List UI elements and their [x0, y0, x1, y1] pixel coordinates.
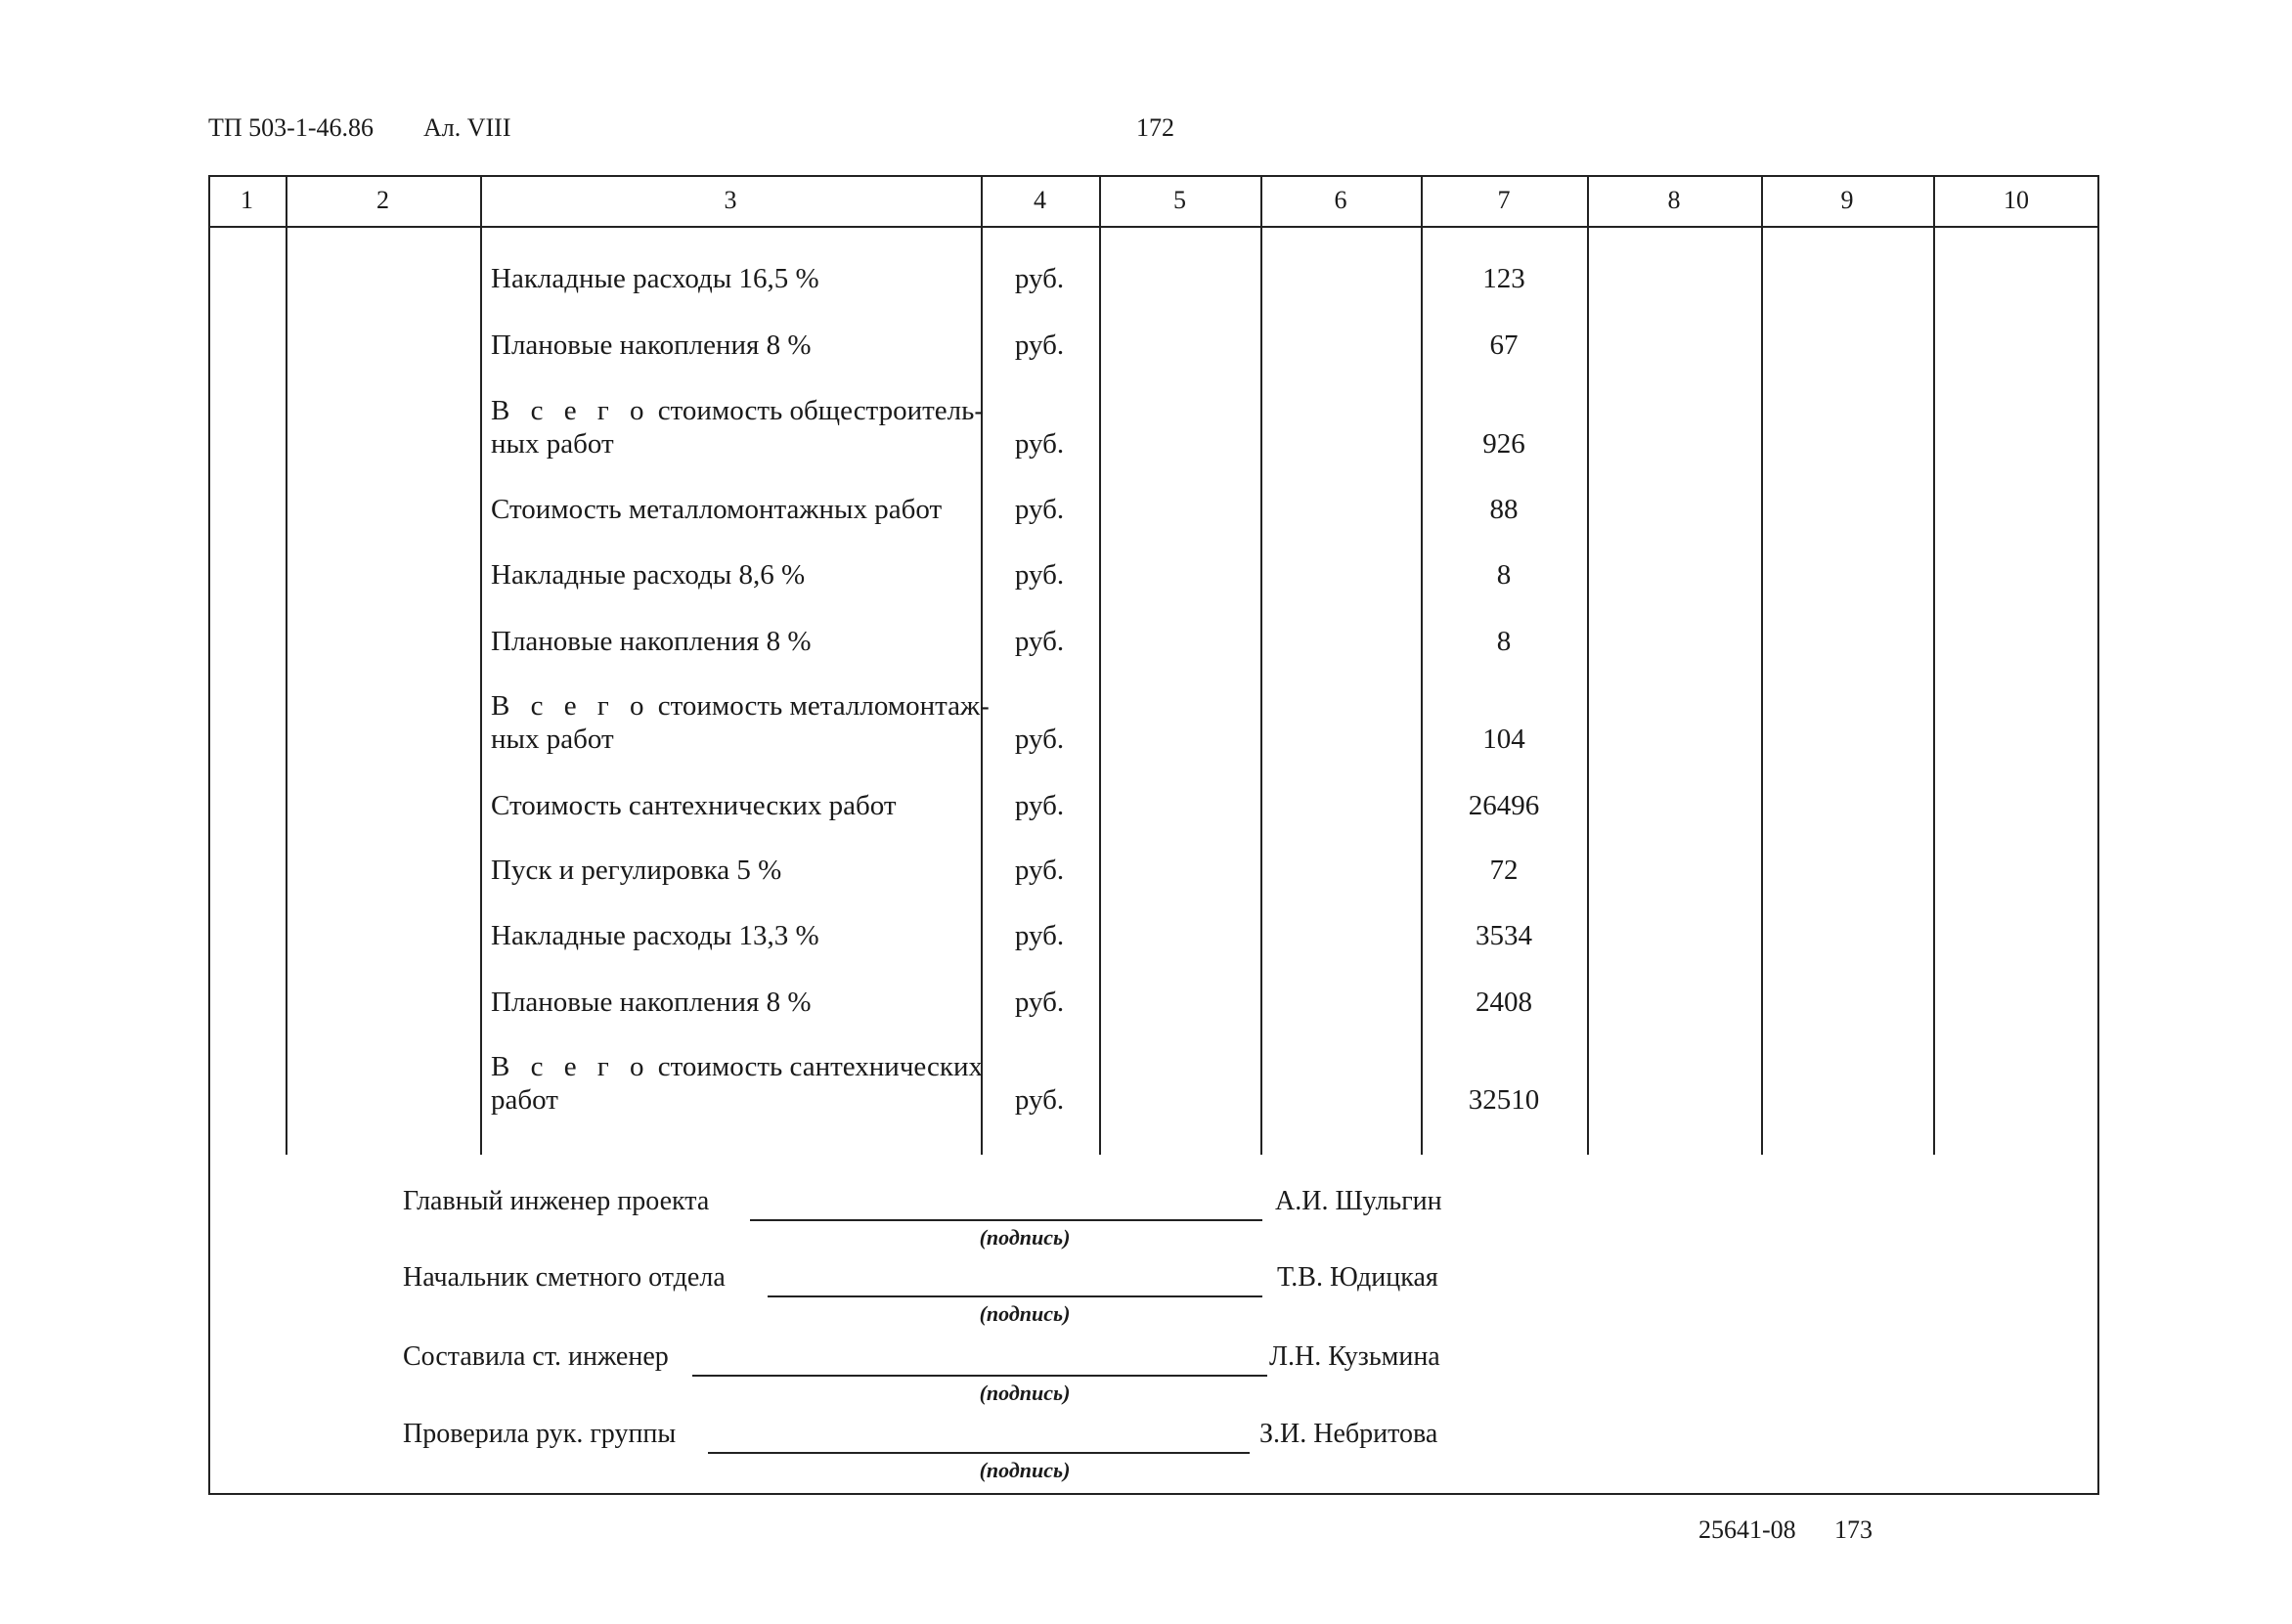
row-value: 67: [1489, 329, 1519, 361]
column-header-1: 1: [241, 186, 253, 214]
row-unit: руб.: [1014, 329, 1065, 361]
row-description: Накладные расходы 13,3 %: [491, 920, 819, 951]
column-divider: [1260, 175, 1262, 1155]
row-value: 32510: [1468, 1084, 1540, 1116]
column-header-9: 9: [1840, 186, 1854, 214]
signature-line: [750, 1219, 1262, 1221]
column-divider: [1099, 175, 1101, 1155]
row-unit: руб.: [1014, 790, 1065, 821]
signature-role: Начальник сметного отдела: [403, 1262, 726, 1293]
signature-line: [768, 1295, 1262, 1297]
row-unit: руб.: [1014, 263, 1065, 294]
row-unit: руб.: [1014, 987, 1065, 1018]
row-value: 3534: [1476, 920, 1532, 951]
column-divider: [1933, 175, 1935, 1155]
row-unit: руб.: [1014, 1084, 1065, 1116]
row-value: 123: [1482, 263, 1525, 294]
row-value: 104: [1482, 724, 1525, 755]
column-divider: [480, 175, 482, 1155]
page-number: 172: [1136, 113, 1174, 142]
signature-name: Л.Н. Кузьмина: [1269, 1341, 1440, 1372]
column-header-6: 6: [1334, 186, 1347, 214]
column-header-7: 7: [1497, 186, 1511, 214]
row-value: 8: [1496, 559, 1512, 591]
signature-role: Главный инженер проекта: [403, 1186, 710, 1216]
signature-note: (подпись): [979, 1301, 1071, 1326]
footer-page: 173: [1834, 1515, 1873, 1544]
signature-note: (подпись): [979, 1458, 1071, 1482]
signature-block: [0, 1262, 2292, 1326]
row-unit: руб.: [1014, 559, 1065, 591]
row-description: Плановые накопления 8 %: [491, 987, 812, 1018]
column-header-10: 10: [2004, 186, 2029, 214]
row-description: Плановые накопления 8 %: [491, 626, 812, 657]
row-unit: руб.: [1014, 920, 1065, 951]
column-header-4: 4: [1034, 186, 1046, 214]
row-value: 72: [1489, 855, 1519, 886]
row-description: Пуск и регулировка 5 %: [491, 855, 782, 886]
row-unit: руб.: [1014, 855, 1065, 886]
column-header-8: 8: [1667, 186, 1681, 214]
signature-name: Т.В. Юдицкая: [1277, 1262, 1438, 1293]
signature-line: [708, 1452, 1250, 1454]
signature-note: (подпись): [979, 1381, 1071, 1405]
row-unit: руб.: [1014, 724, 1065, 755]
signature-role: Проверила рук. группы: [403, 1419, 677, 1449]
album-label: Ал. VIII: [423, 113, 511, 142]
column-header-3: 3: [724, 186, 737, 214]
column-divider: [1761, 175, 1763, 1155]
row-unit: руб.: [1014, 428, 1065, 460]
row-description: Накладные расходы 16,5 %: [491, 263, 819, 294]
signature-line: [692, 1375, 1267, 1377]
column-divider: [286, 175, 287, 1155]
row-unit: руб.: [1014, 626, 1065, 657]
signature-note: (подпись): [979, 1225, 1071, 1250]
signature-block: [0, 1419, 2292, 1482]
row-description: Стоимость сантехнических работ: [491, 790, 897, 821]
row-description: Плановые накопления 8 %: [491, 329, 812, 361]
signature-name: З.И. Небритова: [1259, 1419, 1438, 1449]
signature-name: А.И. Шульгин: [1275, 1186, 1442, 1216]
row-description: В с е г о стоимость металломонтаж- ных работ: [491, 690, 990, 755]
signature-role: Составила ст. инженер: [403, 1341, 669, 1372]
column-divider: [1587, 175, 1589, 1155]
row-unit: руб.: [1014, 494, 1065, 525]
row-description: В с е г о стоимость сантехнических работ: [491, 1051, 983, 1116]
row-value: 88: [1489, 494, 1519, 525]
signature-block: [0, 1341, 2292, 1405]
row-description: В с е г о стоимость общестроитель- ных работ: [491, 395, 985, 460]
row-description: Накладные расходы 8,6 %: [491, 559, 806, 591]
row-description: Стоимость металломонтажных работ: [491, 494, 943, 525]
document-code: ТП 503-1-46.86: [208, 113, 374, 142]
row-value: 26496: [1468, 790, 1540, 821]
table-header-divider: [208, 226, 2099, 228]
column-header-2: 2: [376, 186, 389, 214]
signature-block: [0, 1186, 2292, 1250]
row-value: 8: [1496, 626, 1512, 657]
row-value: 2408: [1476, 987, 1532, 1018]
footer-code: 25641-08: [1698, 1515, 1796, 1544]
column-header-5: 5: [1173, 186, 1186, 214]
row-value: 926: [1482, 428, 1525, 460]
